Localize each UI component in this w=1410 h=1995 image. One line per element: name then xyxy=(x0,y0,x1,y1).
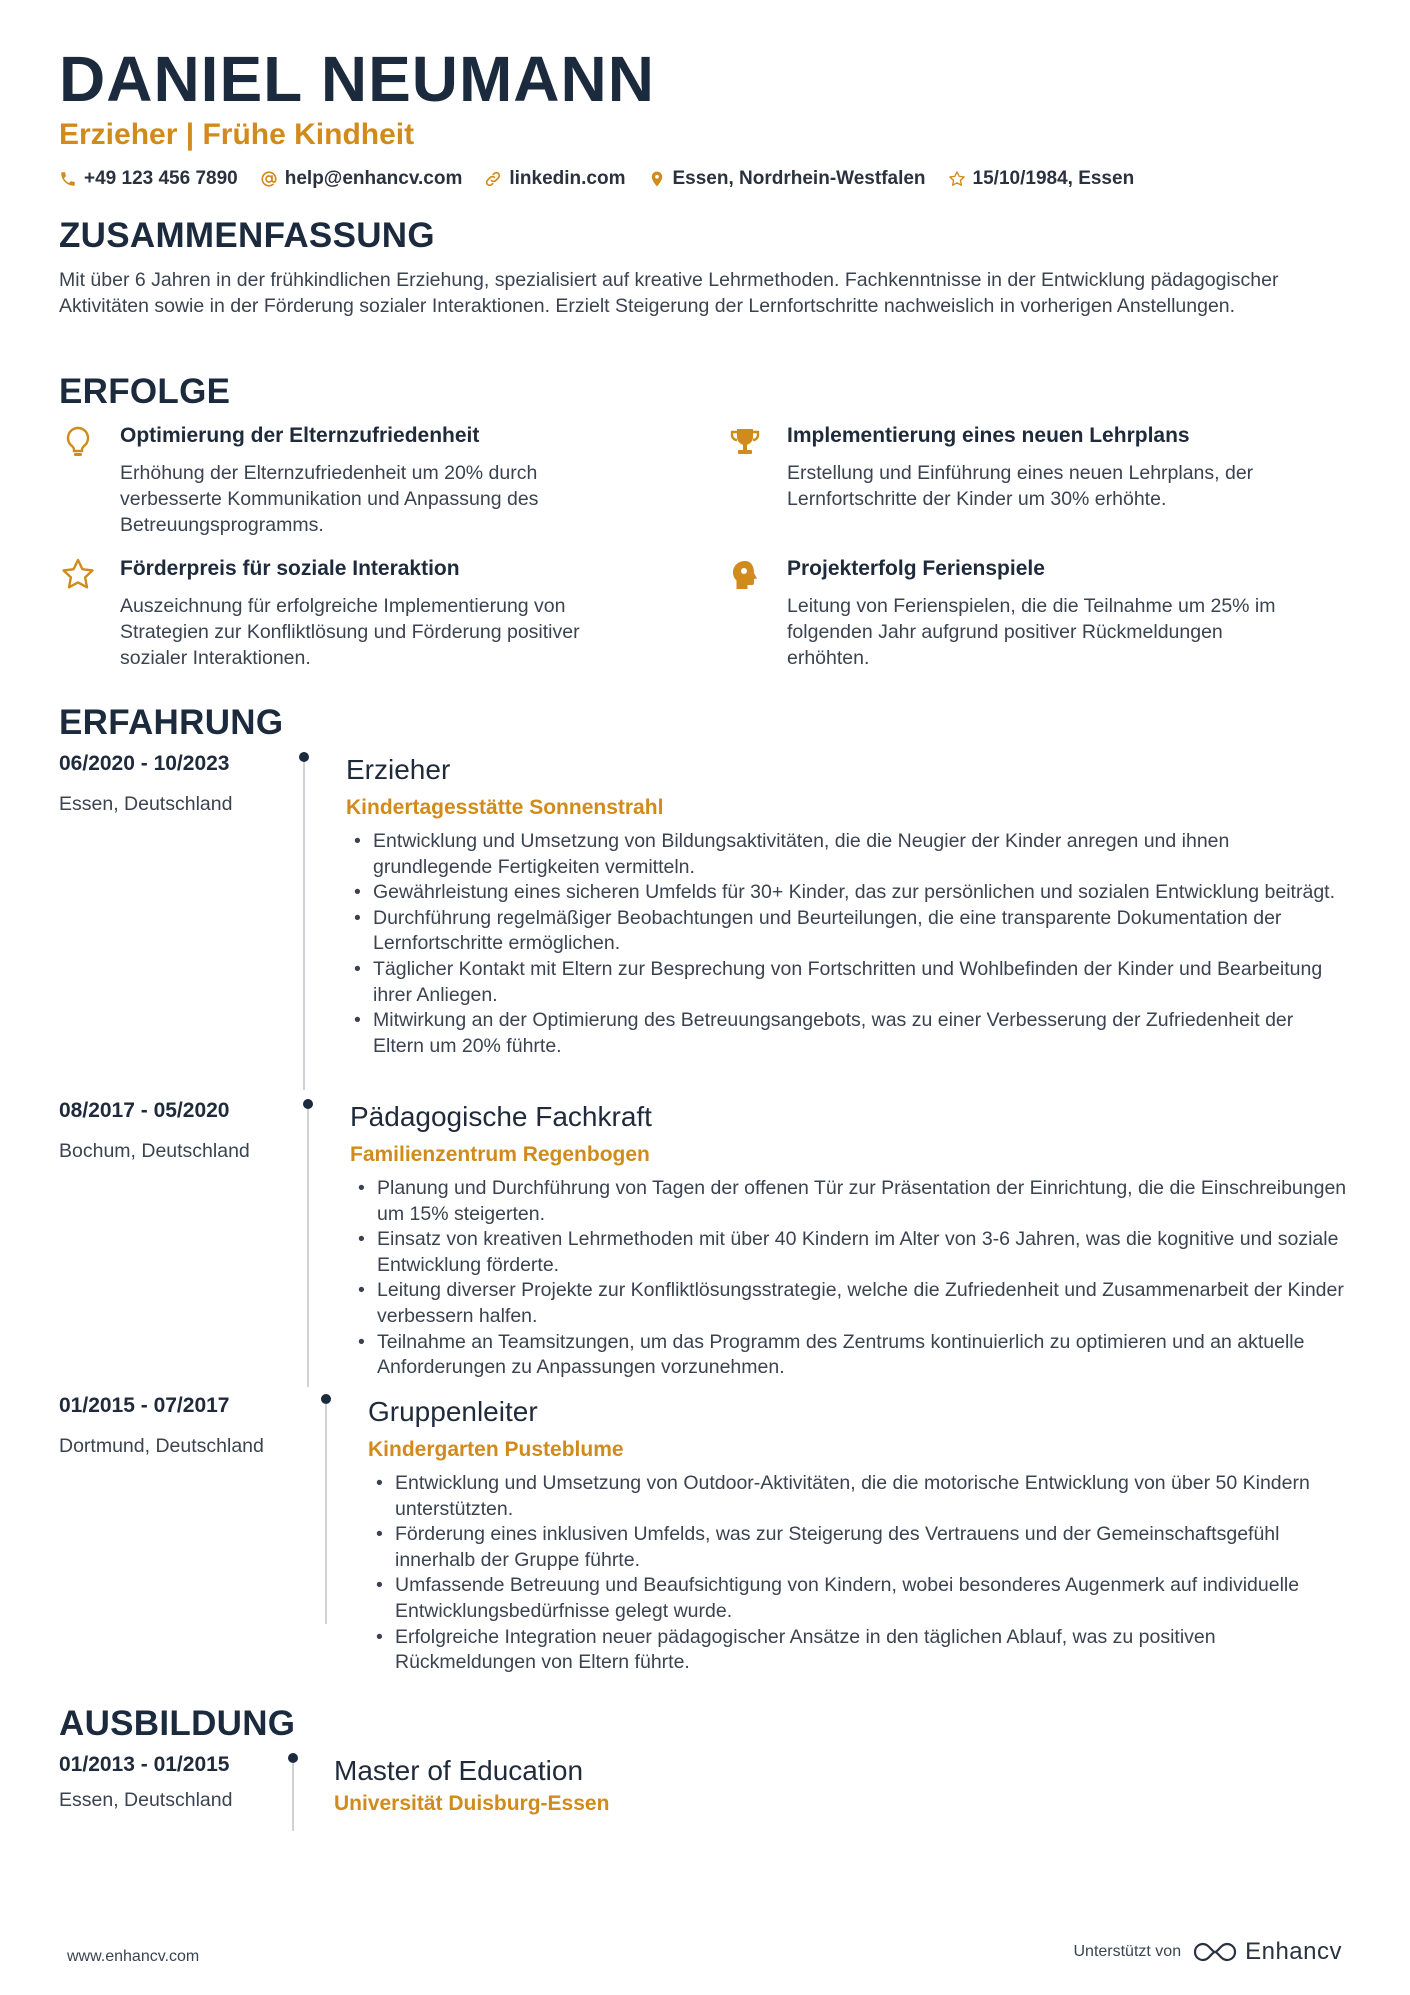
list-item: • Mitwirkung an der Optimierung des Betreuungsangebots, was zu einer Verbesserung der Zufriedenheit der Eltern um 20% führte. xyxy=(346,1008,1346,1059)
list-item: • Teilnahme an Teamsitzungen, um das Programm des Zentrums kontinuierlich zu optimieren und an aktuelle Anforderungen zu Anpassungen vorzunehmen. xyxy=(350,1330,1350,1381)
contact-birth xyxy=(948,168,1135,190)
achievement-title: Projekterfolg Ferienspiele xyxy=(787,557,1045,580)
link-icon xyxy=(484,170,502,188)
birth-text: 15/10/1984, Essen xyxy=(972,168,1135,189)
at-icon xyxy=(260,170,278,188)
email-text: help@enhancv.com xyxy=(284,168,463,189)
achievements-heading: ERFOLGE xyxy=(59,372,231,411)
location-pin-icon xyxy=(648,170,666,188)
location-text: Essen, Nordrhein-Westfalen xyxy=(672,168,926,189)
timeline-dot xyxy=(303,1099,313,1109)
education-location: Essen, Deutschland xyxy=(59,1789,233,1811)
job-company: Familienzentrum Regenbogen xyxy=(350,1143,650,1166)
contact-email[interactable] xyxy=(260,168,463,190)
candidate-title: Erzieher | Frühe Kindheit xyxy=(59,118,415,151)
brand-name: Enhancv xyxy=(1245,1938,1342,1965)
education-degree: Master of Education xyxy=(334,1755,584,1786)
list-item: • Entwicklung und Umsetzung von Bildungsaktivitäten, die die Neugier der Kinder anregen und ihnen grundlegende Fertigkeiten vermitteln. xyxy=(346,829,1346,880)
head-icon xyxy=(727,557,763,593)
powered-by-text: Unterstützt von xyxy=(1073,1943,1182,1960)
job-dates: 06/2020 - 10/2023 xyxy=(59,752,230,775)
footer-website[interactable]: www.enhancv.com xyxy=(67,1948,200,1965)
contact-bar xyxy=(59,168,1156,190)
star-icon xyxy=(60,557,96,593)
job-location: Dortmund, Deutschland xyxy=(59,1435,264,1457)
education-school: Universität Duisburg-Essen xyxy=(334,1792,610,1815)
lightbulb-icon xyxy=(60,424,96,460)
list-item: • Umfassende Betreuung und Beaufsichtigung von Kindern, wobei besonderes Augenmerk auf individuelle Entwicklungsbedürfnisse gelegt wurde. xyxy=(368,1573,1348,1624)
phone-text: +49 123 456 7890 xyxy=(84,168,238,189)
job-company: Kindertagesstätte Sonnenstrahl xyxy=(346,796,664,819)
achievement-title: Implementierung eines neuen Lehrplans xyxy=(787,424,1190,447)
job-bullets xyxy=(350,1176,1350,1381)
job-role: Gruppenleiter xyxy=(368,1396,538,1427)
list-item: • Durchführung regelmäßiger Beobachtungen und Beurteilungen, die eine transparente Dokumentation der Lernfortschritte ermöglichen. xyxy=(346,906,1346,957)
list-item: • Planung und Durchführung von Tagen der offenen Tür zur Präsentation der Einrichtung, die die Einschreibungen um 15% steigerten. xyxy=(350,1176,1350,1227)
timeline-dot xyxy=(299,752,309,762)
achievement-desc: Erhöhung der Elternzufriedenheit um 20% durch verbesserte Kommunikation und Anpassung des Betreuungsprogramms. xyxy=(120,462,539,536)
contact-linkedin[interactable] xyxy=(484,168,625,190)
job-location: Bochum, Deutschland xyxy=(59,1140,250,1162)
linkedin-text: linkedin.com xyxy=(509,168,626,189)
trophy-icon xyxy=(727,424,763,460)
list-item: • Erfolgreiche Integration neuer pädagogischer Ansätze in den täglichen Ablauf, was zu positiven Rückmeldungen von Eltern führte. xyxy=(368,1625,1348,1676)
education-dates: 01/2013 - 01/2015 xyxy=(59,1753,230,1776)
list-item: • Täglicher Kontakt mit Eltern zur Besprechung von Fortschritten und Wohlbefinden der Kinder und Bearbeitung ihrer Anliegen. xyxy=(346,957,1346,1008)
education-heading: AUSBILDUNG xyxy=(59,1704,296,1743)
job-location: Essen, Deutschland xyxy=(59,793,233,815)
job-bullets xyxy=(368,1471,1348,1676)
star-outline-icon xyxy=(948,170,966,188)
achievement-title: Optimierung der Elternzufriedenheit xyxy=(120,424,480,447)
experience-heading: ERFAHRUNG xyxy=(59,703,284,742)
list-item: • Leitung diverser Projekte zur Konfliktlösungsstrategie, welche die Zufriedenheit und Zusammenarbeit der Kinder verbessern halfen. xyxy=(350,1278,1350,1329)
list-item: • Entwicklung und Umsetzung von Outdoor-Aktivitäten, die die motorische Entwicklung von über 50 Kindern unterstützten. xyxy=(368,1471,1348,1522)
timeline-line xyxy=(325,1404,327,1624)
enhancv-logo-icon xyxy=(1193,1941,1237,1963)
timeline-dot xyxy=(321,1394,331,1404)
achievement-desc: Erstellung und Einführung eines neuen Lehrplans, der Lernfortschritte der Kinder um 30% erhöhte. xyxy=(787,462,1254,510)
candidate-name: DANIEL NEUMANN xyxy=(59,43,655,115)
achievement-title: Förderpreis für soziale Interaktion xyxy=(120,557,460,580)
contact-phone[interactable] xyxy=(59,168,238,190)
timeline-line xyxy=(303,762,305,1090)
achievement-desc: Leitung von Ferienspielen, die die Teilnahme um 25% im folgenden Jahr aufgrund positiver Rückmeldungen erhöhten. xyxy=(787,595,1276,669)
job-dates: 01/2015 - 07/2017 xyxy=(59,1394,230,1417)
footer-branding[interactable] xyxy=(1073,1938,1342,1966)
list-item: • Gewährleistung eines sicheren Umfelds für 30+ Kinder, das zur persönlichen und sozialen Entwicklung beiträgt. xyxy=(346,880,1346,906)
summary-heading: ZUSAMMENFASSUNG xyxy=(59,216,435,255)
job-dates: 08/2017 - 05/2020 xyxy=(59,1099,230,1122)
summary-text: Mit über 6 Jahren in der frühkindlichen Erziehung, spezialisiert auf kreative Lehrmethoden. Fachkenntnisse in der Entwicklung pädagogischer Aktivitäten sowie in der Förderung sozialer Interaktionen. Erzielt Steigerung der Lernfortschritte nachweislich in vorherigen Anstellungen. xyxy=(59,269,1279,317)
timeline-dot xyxy=(288,1753,298,1763)
timeline-line xyxy=(307,1109,309,1387)
job-role: Erzieher xyxy=(346,754,451,785)
list-item: • Förderung eines inklusiven Umfelds, was zur Steigerung des Vertrauens und der Gemeinschaftsgefühl innerhalb der Gruppe führte. xyxy=(368,1522,1348,1573)
phone-icon xyxy=(59,170,77,188)
job-company: Kindergarten Pusteblume xyxy=(368,1438,624,1461)
list-item: • Einsatz von kreativen Lehrmethoden mit über 40 Kindern im Alter von 3-6 Jahren, was die kognitive und soziale Entwicklung förderte. xyxy=(350,1227,1350,1278)
timeline-line xyxy=(292,1763,294,1831)
job-role: Pädagogische Fachkraft xyxy=(350,1101,652,1132)
contact-location xyxy=(648,168,926,190)
job-bullets xyxy=(346,829,1346,1059)
achievement-desc: Auszeichnung für erfolgreiche Implementierung von Strategien zur Konfliktlösung und Förderung positiver sozialer Interaktionen. xyxy=(120,595,580,669)
